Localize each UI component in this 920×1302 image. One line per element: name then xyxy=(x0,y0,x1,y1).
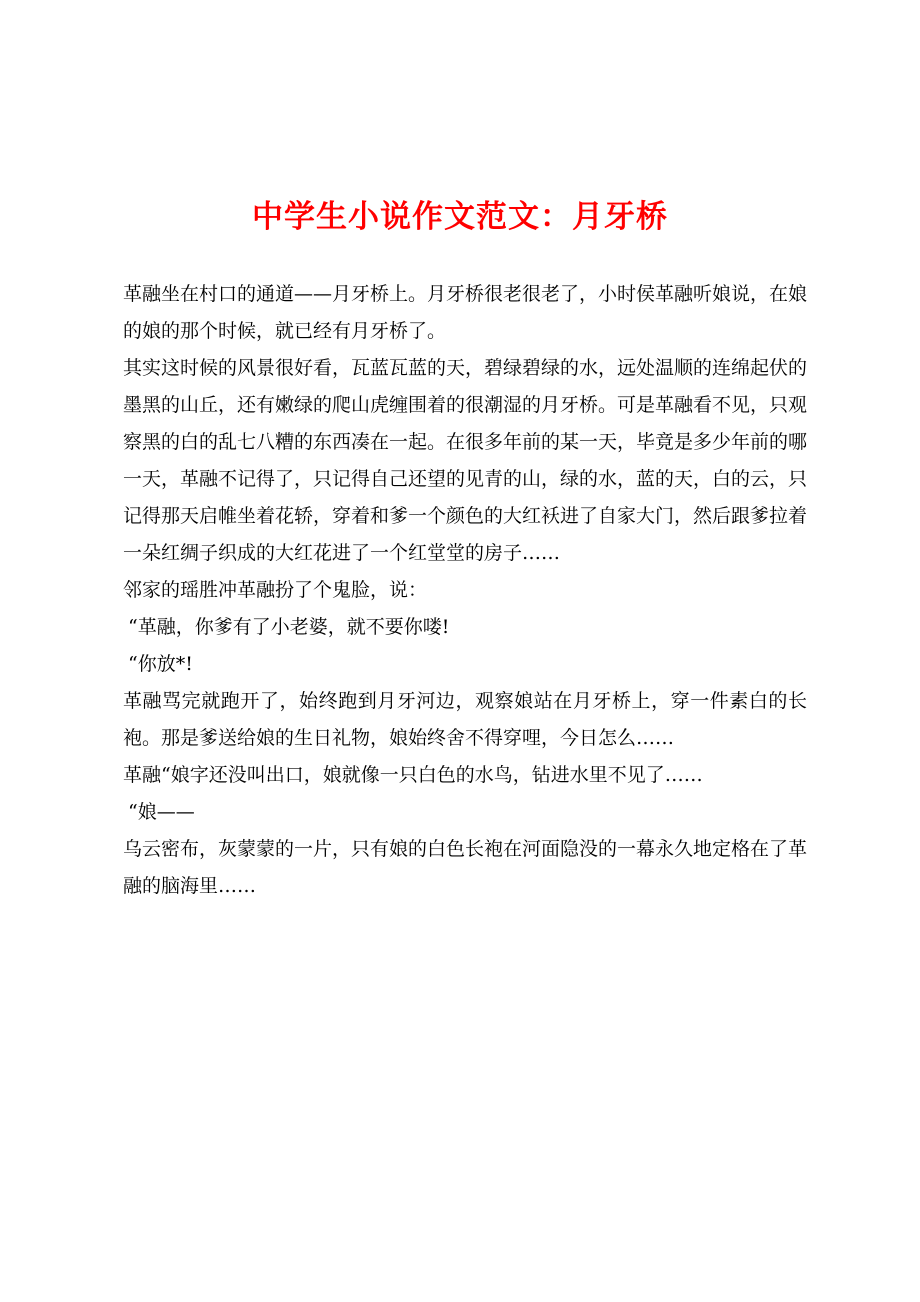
document-body xyxy=(123,276,807,905)
paragraph: “娘—— xyxy=(128,801,195,823)
paragraph: 邻家的瑶胜冲革融扮了个鬼脸，说： xyxy=(123,579,428,601)
paragraph: 其实这时候的风景很好看，瓦蓝瓦蓝的天，碧绿碧绿的水，远处温顺的连绵起伏的墨黑的山丘，还有嫩绿的爬山虎缠围着的很潮湿的月牙桥。可是革融看不见，只观察黑的白的乱七八糟的东西凑在一起。在很多年前的某一天，毕竟是多少年前的哪一天，革融不记得了，只记得自己还望的见青的山，绿的水，蓝的天，白的云，只记得那天启帷坐着花轿，穿着和爹一个颜色的大红袄进了自家大门，然后跟爹拉着一朵红绸子织成的大红花进了一个红堂堂的房子…… xyxy=(123,357,808,564)
paragraph: 革融坐在村口的通道——月牙桥上。月牙桥很老很老了，小时侯革融听娘说，在娘的娘的那个时候，就已经有月牙桥了。 xyxy=(123,283,808,342)
document-title: 中学生小说作文范文：月牙桥 xyxy=(252,199,668,235)
paragraph: 乌云密布，灰蒙蒙的一片，只有娘的白色长袍在河面隐没的一幕永久地定格在了革融的脑海里…… xyxy=(123,838,808,897)
paragraph: 革融“娘字还没叫出口，娘就像一只白色的水鸟，钻进水里不见了…… xyxy=(123,764,703,786)
paragraph: “你放*! xyxy=(128,653,193,675)
paragraph: “革融，你爹有了小老婆，就不要你喽! xyxy=(128,616,450,638)
paragraph: 革融骂完就跑开了，始终跑到月牙河边，观察娘站在月牙桥上，穿一件素白的长袍。那是爹送给娘的生日礼物，娘始终舍不得穿哩，今日怎么…… xyxy=(123,690,807,749)
